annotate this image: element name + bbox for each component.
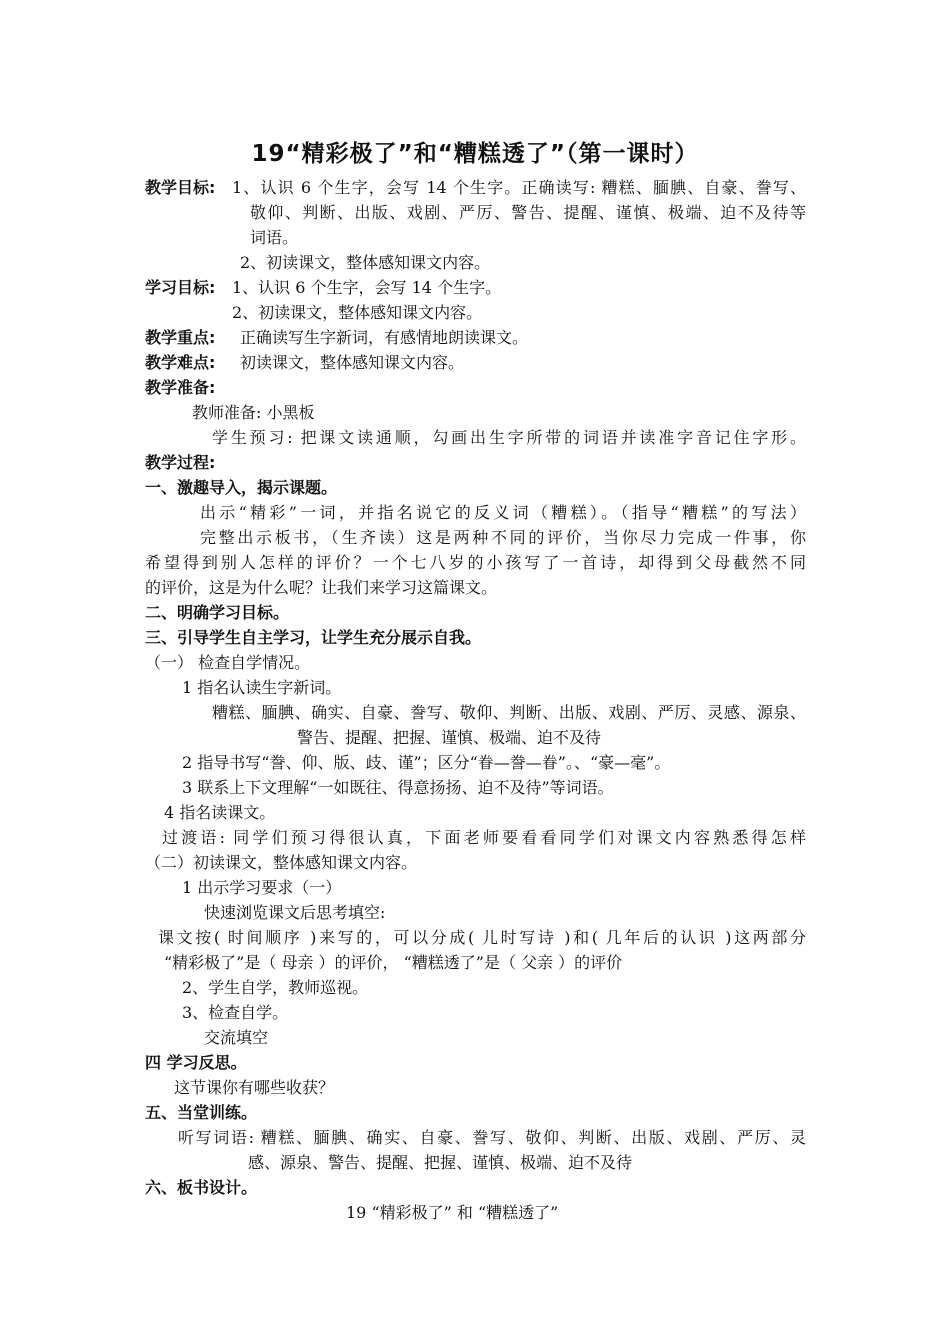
- preparation-student: 学生预习: 把课文读通顺，勾画出生字所带的词语并读准字音记住字形。: [212, 428, 806, 447]
- section2-heading: 二、明确学习目标。: [145, 603, 290, 622]
- learning-goals-line1: 1、认识 6 个生字，会写 14 个生字。: [232, 278, 502, 297]
- teaching-goals-label: 教学目标:: [145, 178, 216, 197]
- section3-item1: 1 指名认读生字新词。: [182, 678, 342, 697]
- section3-words-line2: 警告、提醒、把握、谨慎、极端、迫不及待: [297, 728, 602, 747]
- section3-transition: 过渡语: 同学们预习得很认真，下面老师要看看同学们对课文内容熟悉得怎样: [162, 828, 806, 847]
- section3-item2: 2 指导书写“誊、仰、版、歧、谨”；区分“眷—誊—眷”。、“豪—毫”。: [182, 753, 671, 772]
- section4-text: 这节课你有哪些收获？: [174, 1078, 335, 1097]
- section1-p1: 出示“精彩”一词，并指名说它的反义词（糟糕）。（指导“糟糕”的写法）: [200, 503, 806, 522]
- key-point-label: 教学重点:: [145, 328, 216, 347]
- section3-req: 1 出示学习要求（一）: [182, 878, 342, 897]
- section3-sub1: （一） 检查自学情况。: [145, 653, 311, 672]
- section3-req-detail: 快速浏览课文后思考填空:: [204, 903, 386, 922]
- key-point-text: 正确读写生字新词，有感情地朗读课文。: [240, 328, 529, 347]
- section3-exchange: 交流填空: [204, 1028, 269, 1047]
- process-label: 教学过程:: [145, 453, 216, 472]
- section1-p2-line2: 希望得到别人怎样的评价？一个七八岁的小孩写了一首诗，却得到父母截然不同: [145, 553, 806, 572]
- section3-item4: 4 指名读课文。: [164, 803, 276, 822]
- section3-fill2: “精彩极了”是（ 母亲 ）的评价， “糟糕透了”是（ 父亲 ）的评价: [164, 953, 623, 972]
- section6-heading: 六、板书设计。: [145, 1178, 258, 1197]
- section1-p2-line1: 完整出示板书，（生齐读）这是两种不同的评价，当你尽力完成一件事，你: [200, 528, 806, 547]
- section5-line1: 听写词语: 糟糕、腼腆、确实、自豪、誊写、敬仰、判断、出版、戏剧、严厉、灵: [178, 1128, 806, 1147]
- section6-board: 19 “精彩极了” 和 “糟糕透了”: [346, 1203, 559, 1222]
- section5-line2: 感、源泉、警告、提醒、把握、谨慎、极端、迫不及待: [248, 1153, 633, 1172]
- section3-words-line1: 糟糕、腼腆、确实、自豪、誊写、敬仰、判断、出版、戏剧、严厉、灵感、源泉、: [212, 703, 806, 722]
- section4-heading: 四 学习反思。: [145, 1053, 247, 1072]
- learning-goals-line2: 2、初读课文，整体感知课文内容。: [232, 303, 483, 322]
- preparation-teacher: 教师准备: 小黑板: [192, 403, 315, 422]
- section1-heading: 一、激趣导入，揭示课题。: [145, 478, 338, 497]
- section1-p2-line3: 的评价，这是为什么呢？让我们来学习这篇课文。: [145, 578, 498, 597]
- preparation-label: 教学准备:: [145, 378, 216, 397]
- learning-goals-label: 学习目标:: [145, 278, 216, 297]
- teaching-goals-line4: 2、初读课文，整体感知课文内容。: [240, 253, 491, 272]
- teaching-goals-line3: 词语。: [250, 228, 299, 247]
- difficulty-label: 教学难点:: [145, 353, 216, 372]
- section3-fill1: 课文按( 时间顺序 )来写的，可以分成( 儿时写诗 )和( 几年后的认识 )这两部分: [158, 928, 806, 947]
- teaching-goals-line2: 敬仰、判断、出版、戏剧、严厉、警告、提醒、谨慎、极端、迫不及待等: [250, 203, 806, 222]
- section3-step3: 3、检查自学。: [182, 1003, 289, 1022]
- section3-heading: 三、引导学生自主学习，让学生充分展示自我。: [145, 628, 482, 647]
- section3-item3: 3 联系上下文理解“一如既往、得意扬扬、迫不及待”等词语。: [182, 778, 614, 797]
- difficulty-text: 初读课文，整体感知课文内容。: [240, 353, 465, 372]
- section3-sub2: （二）初读课文，整体感知课文内容。: [145, 853, 418, 872]
- section3-step2: 2、学生自学，教师巡视。: [182, 978, 369, 997]
- page-title: 19“精彩极了”和“糟糕透了”（第一课时）: [251, 141, 699, 167]
- section5-heading: 五、当堂训练。: [145, 1103, 258, 1122]
- teaching-goals-line1: 1、认识 6 个生字，会写 14 个生字。正确读写: 糟糕、腼腆、自豪、誊写、: [232, 178, 806, 197]
